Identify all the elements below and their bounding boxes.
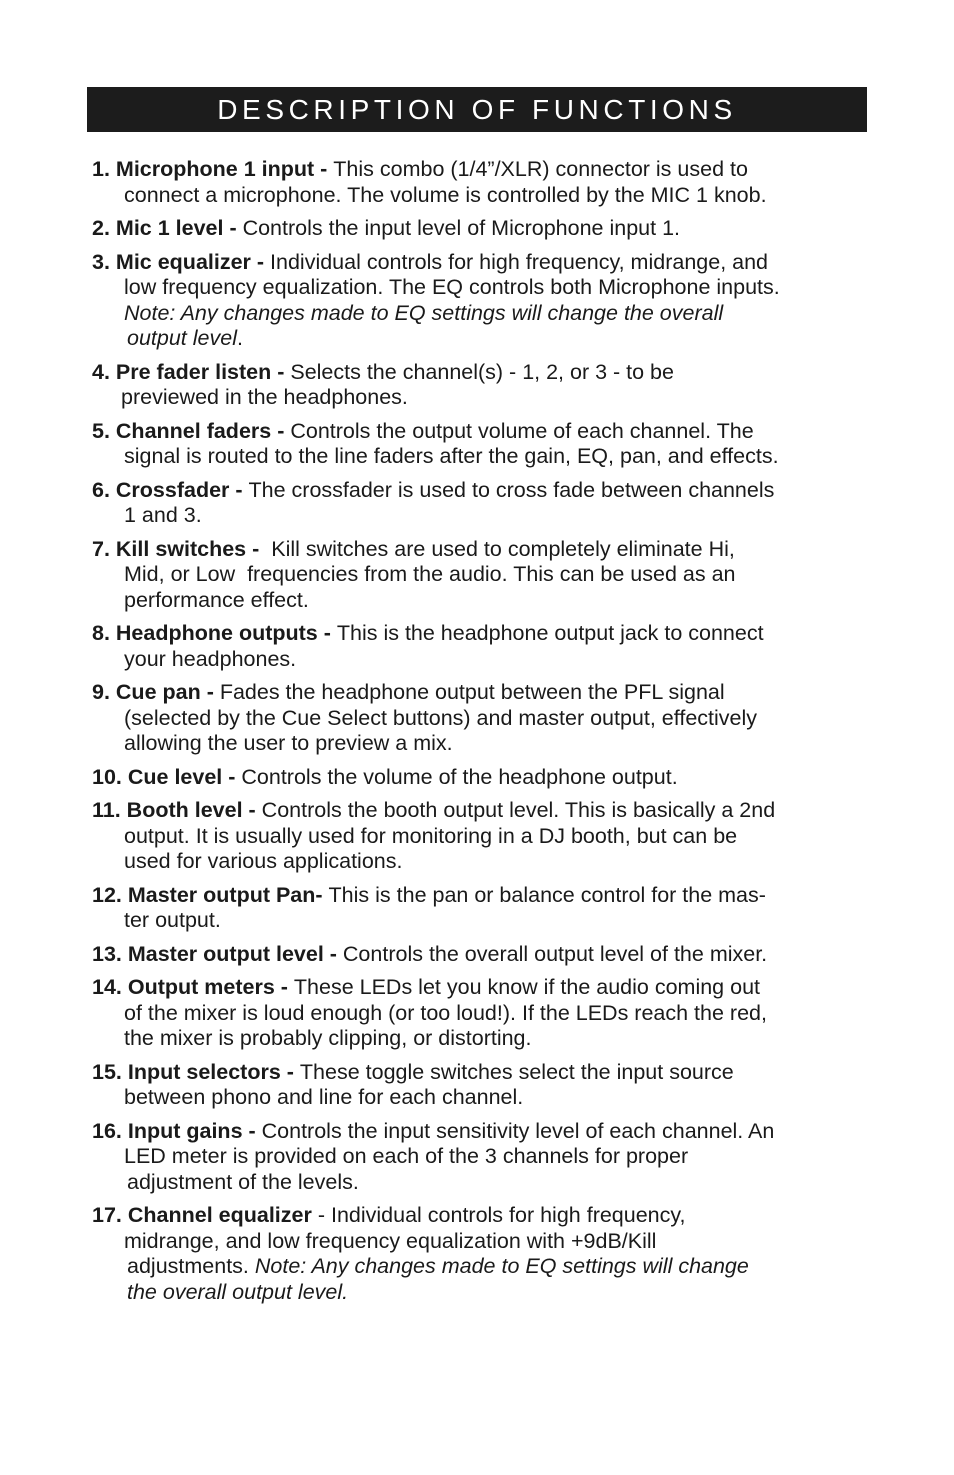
list-item (92, 680, 882, 757)
item-text: performance effect. (124, 587, 309, 612)
list-item (92, 942, 882, 968)
list-item (92, 250, 882, 352)
item-label: 13. Master output level - (92, 941, 343, 966)
item-text: adjustments. (127, 1254, 255, 1278)
list-item (92, 157, 882, 208)
list-item (92, 1203, 882, 1305)
list-item (92, 1060, 882, 1111)
item-label: 9. Cue pan - (92, 680, 220, 704)
item-label: 10. Cue level - (92, 764, 242, 789)
item-label: 3. Mic equalizer - (92, 249, 271, 274)
item-text: 1 and 3. (124, 503, 202, 527)
item-label: 11. Booth level - (92, 798, 262, 822)
list-item (92, 419, 882, 470)
item-text: This is the headphone output jack to connect (336, 621, 764, 645)
item-text: Mid, or Low frequencies from the audio. This can be used as an (124, 562, 736, 586)
list-item (92, 478, 882, 529)
list-item (92, 798, 882, 875)
item-note: Note: Any changes made to EQ settings will change (254, 1254, 749, 1278)
item-label: 5. Channel faders - (92, 418, 291, 443)
item-note: Note: Any changes made to EQ settings will change the overall (124, 300, 724, 325)
section-title: DESCRIPTION OF FUNCTIONS (217, 93, 737, 125)
item-label: 2. Mic 1 level - (92, 216, 243, 240)
item-text: the mixer is probably clipping, or distorting. (124, 1026, 532, 1050)
item-text: ter output. (124, 908, 221, 932)
item-label: 16. Input gains - (92, 1118, 262, 1143)
item-note: the overall output level. (127, 1279, 349, 1304)
item-label: 17. Channel equalizer (92, 1203, 312, 1227)
item-text: between phono and line for each channel. (124, 1085, 524, 1109)
item-text: Controls the overall output level of the mixer. (342, 941, 768, 966)
item-label: 4. Pre fader listen - (92, 359, 291, 384)
list-item (92, 1119, 882, 1196)
item-text: Fades the headphone output between the PFL signal (219, 680, 725, 704)
item-text: allowing the user to preview a mix. (124, 731, 453, 755)
item-label: 6. Crossfader - (92, 477, 249, 502)
item-text: (selected by the Cue Select buttons) and master output, effectively (124, 705, 758, 730)
list-item (92, 765, 882, 791)
item-text: signal is routed to the line faders after the gain, EQ, pan, and effects. (124, 444, 779, 468)
item-text: The crossfader is used to cross fade between channels (248, 477, 775, 502)
item-label: 14. Output meters - (92, 975, 294, 999)
item-text: your headphones. (124, 646, 297, 671)
item-text: LED meter is provided on each of the 3 channels for proper (124, 1144, 689, 1168)
item-text: Selects the channel(s) - 1, 2, or 3 - to be (290, 359, 674, 384)
list-item (92, 621, 882, 672)
item-text: Controls the input sensitivity level of each channel. An (261, 1118, 775, 1143)
item-text: Controls the input level of Microphone input 1. (242, 216, 681, 240)
section-header (87, 87, 867, 132)
item-text: Controls the booth output level. This is basically a 2nd (261, 798, 776, 822)
item-text: used for various applications. (124, 849, 403, 873)
function-list (92, 157, 882, 1313)
item-label: 7. Kill switches - (92, 536, 266, 561)
item-text: This is the pan or balance control for the mas- (328, 882, 766, 907)
item-text: This combo (1/4”/XLR) connector is used to (333, 157, 748, 181)
item-label: 12. Master output Pan- (92, 882, 329, 907)
item-text: Controls the volume of the headphone output. (241, 764, 678, 789)
item-text: . (236, 326, 243, 350)
item-text: Individual controls for high frequency, midrange, and (270, 249, 769, 274)
list-item (92, 360, 882, 411)
item-label: 8. Headphone outputs - (92, 621, 337, 645)
item-text: low frequency equalization. The EQ controls both Microphone inputs. (124, 275, 780, 299)
item-text: These toggle switches select the input source (299, 1059, 734, 1084)
item-text: Kill switches are used to completely eliminate Hi, (265, 536, 735, 561)
item-text: Controls the output volume of each channel. The (290, 418, 754, 443)
list-item (92, 216, 882, 242)
list-item (92, 883, 882, 934)
item-text: - Individual controls for high frequency, (311, 1203, 686, 1227)
list-item (92, 975, 882, 1052)
item-label: 1. Microphone 1 input - (92, 157, 334, 181)
item-text: adjustment of the levels. (127, 1169, 359, 1194)
item-note: output level (127, 326, 237, 350)
list-item (92, 537, 882, 614)
item-text: output. It is usually used for monitoring in a DJ booth, but can be (124, 823, 738, 848)
item-text: of the mixer is loud enough (or too loud!). If the LEDs reach the red, (124, 1000, 767, 1025)
item-label: 15. Input selectors - (92, 1059, 300, 1084)
item-text: previewed in the headphones. (121, 385, 408, 409)
item-text: midrange, and low frequency equalization with +9dB/Kill (124, 1228, 657, 1253)
item-text: connect a microphone. The volume is controlled by the MIC 1 knob. (124, 182, 767, 207)
item-text: These LEDs let you know if the audio coming out (293, 975, 760, 999)
